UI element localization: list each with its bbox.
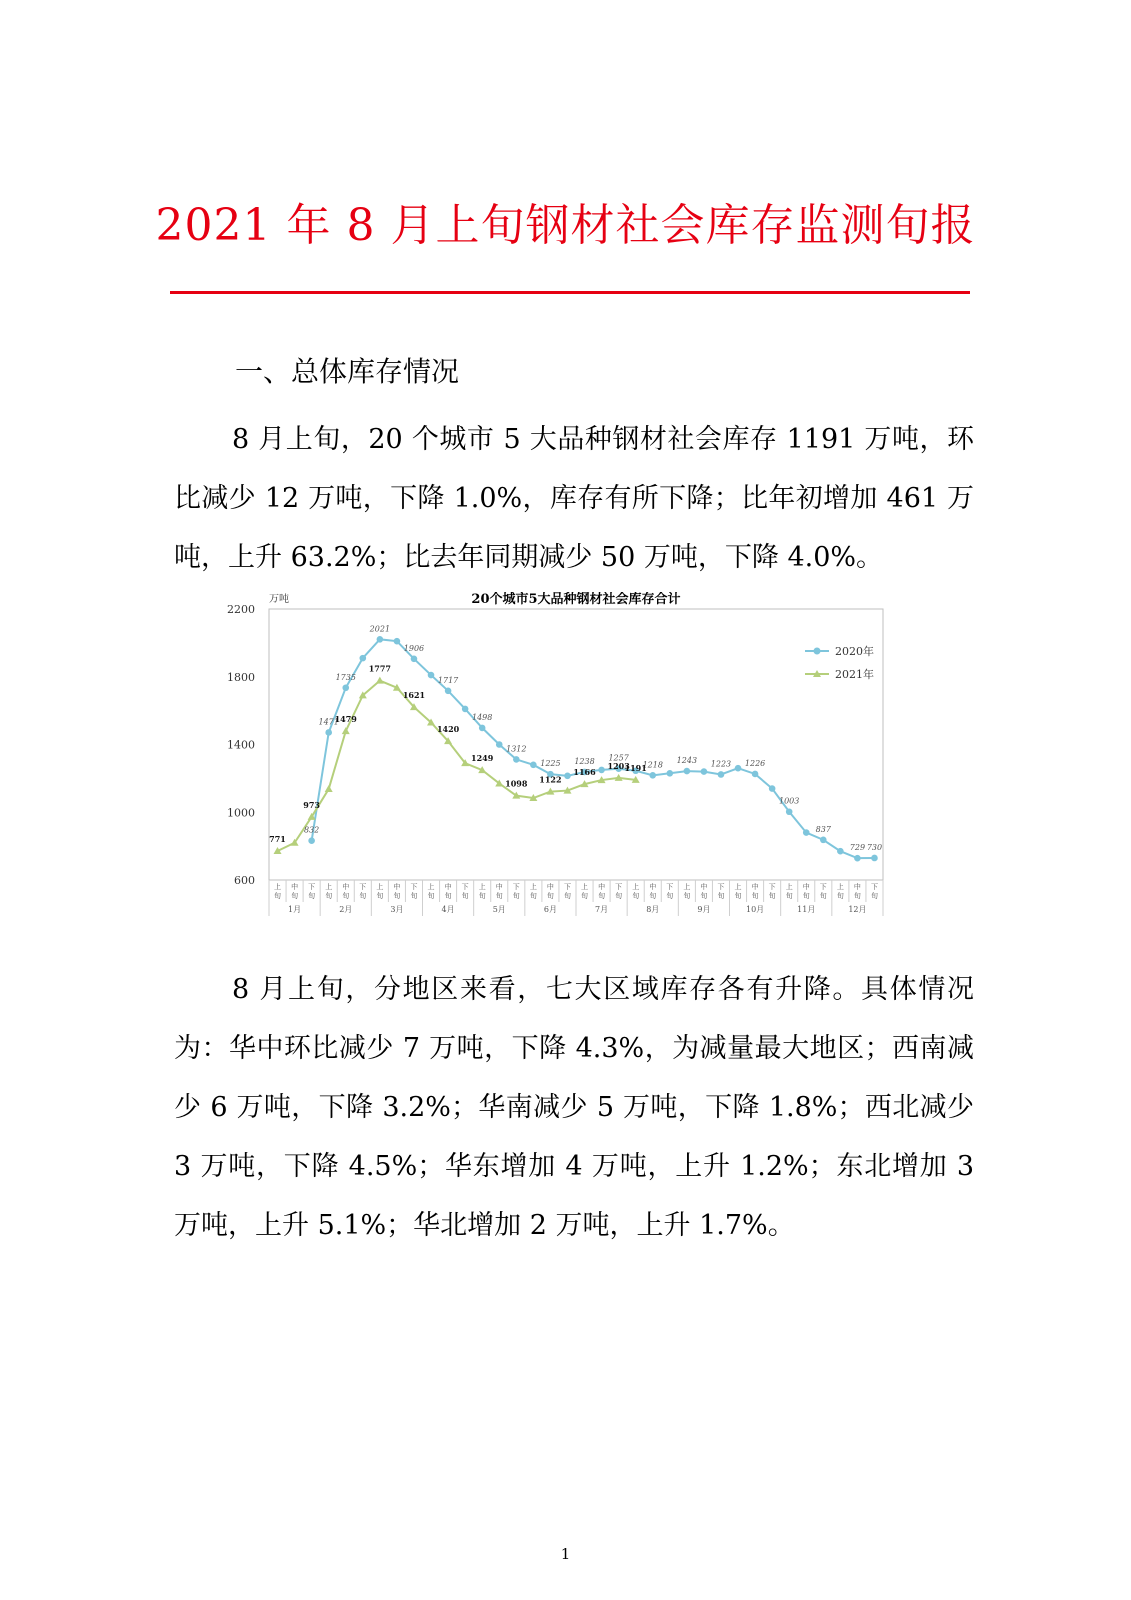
x-tick-label: 下 (819, 883, 827, 891)
x-tick-label: 旬 (291, 892, 299, 900)
data-label-2021: 1621 (402, 690, 426, 701)
x-tick-label: 旬 (342, 892, 350, 900)
x-tick-label: 下 (512, 883, 520, 891)
x-axis (269, 880, 883, 916)
data-point-2020 (667, 770, 674, 777)
y-tick-label: 2200 (227, 603, 255, 616)
x-tick-label: 中 (802, 883, 810, 891)
x-tick-label: 旬 (819, 892, 827, 900)
data-label-2020: 1223 (710, 759, 732, 769)
paragraph-overall-inventory: 8 月上旬，20 个城市 5 大品种钢材社会库存 1191 万吨，环比减少 12 万吨，下降 1.0%，库存有所下降；比年初增加 461 万吨，上升 63.2%；比去年同期减少 50 万吨，下降 4.0%。 (174, 424, 974, 573)
x-month-label: 11月 (797, 905, 816, 914)
x-tick-label: 下 (870, 883, 878, 891)
x-tick-label: 旬 (359, 892, 367, 900)
data-label-2020: 2021 (369, 624, 391, 634)
x-tick-label: 下 (308, 883, 316, 891)
x-tick-label: 中 (342, 883, 350, 891)
x-month-label: 6月 (543, 905, 557, 914)
data-point-2020 (854, 855, 861, 862)
x-tick-label: 中 (291, 883, 299, 891)
data-point-2020 (735, 765, 742, 772)
x-tick-label: 旬 (581, 892, 589, 900)
data-point-2020 (752, 771, 759, 778)
data-point-2020 (564, 773, 571, 780)
data-label-2021: 771 (269, 834, 286, 845)
x-tick-label: 旬 (529, 892, 537, 900)
x-tick-label: 旬 (649, 892, 657, 900)
plot-area-border (269, 609, 883, 880)
data-label-2020: 1717 (437, 675, 459, 685)
data-point-2020 (308, 837, 315, 844)
data-point-2021 (325, 785, 333, 792)
chart-title: 20个城市5大品种钢材社会库存合计 (471, 592, 681, 607)
legend-label-2021: 2021年 (835, 668, 874, 681)
x-tick-label: 旬 (410, 892, 418, 900)
y-tick-label: 1000 (227, 806, 255, 820)
x-month-label: 9月 (697, 905, 711, 914)
x-tick-label: 上 (836, 883, 844, 891)
x-tick-label: 旬 (512, 892, 520, 900)
data-point-2020 (803, 829, 810, 836)
data-label-2020: 1471 (318, 717, 339, 727)
series-line-2020 (312, 639, 875, 858)
x-tick-label: 旬 (495, 892, 503, 900)
data-point-2020 (411, 655, 418, 662)
y-tick-label: 1400 (227, 738, 255, 752)
x-tick-label: 旬 (700, 892, 708, 900)
data-point-2020 (701, 768, 708, 775)
data-label-2020: 1312 (506, 744, 527, 754)
data-label-2021: 1122 (539, 774, 562, 785)
data-point-2020 (769, 785, 776, 792)
data-label-2020: 1257 (608, 753, 629, 763)
x-tick-label: 旬 (461, 892, 469, 900)
y-tick-label: 1800 (227, 670, 255, 684)
data-point-2020 (342, 684, 349, 691)
x-tick-label: 中 (700, 883, 708, 891)
data-point-2020 (513, 756, 520, 763)
data-point-2020 (394, 638, 401, 645)
x-month-label: 12月 (848, 905, 867, 914)
x-tick-label: 旬 (308, 892, 316, 900)
series-lines (278, 639, 875, 858)
x-tick-label: 下 (615, 883, 623, 891)
x-tick-label: 上 (376, 883, 384, 891)
x-tick-label: 旬 (717, 892, 725, 900)
data-point-2020 (479, 725, 486, 732)
data-label-2021: 1777 (368, 663, 391, 674)
x-tick-label: 上 (632, 883, 640, 891)
x-tick-label: 下 (768, 883, 776, 891)
data-point-2020 (649, 772, 656, 779)
data-point-2020 (462, 706, 469, 713)
inventory-chart (222, 592, 920, 930)
data-label-2021: 1249 (471, 753, 494, 764)
x-tick-label: 下 (461, 883, 469, 891)
y-axis-ticks (227, 603, 255, 887)
x-month-label: 10月 (745, 905, 765, 914)
x-month-label: 2月 (339, 905, 353, 914)
x-tick-label: 下 (563, 883, 571, 891)
x-tick-label: 上 (325, 883, 333, 891)
x-tick-label: 下 (717, 883, 725, 891)
x-tick-label: 上 (581, 883, 589, 891)
data-label-2021: 1166 (573, 767, 596, 778)
data-point-2020 (325, 729, 332, 736)
x-tick-label: 上 (529, 883, 537, 891)
x-tick-label: 下 (410, 883, 418, 891)
x-tick-label: 上 (683, 883, 691, 891)
data-label-2020: 832 (303, 825, 320, 835)
x-tick-label: 旬 (563, 892, 571, 900)
data-label-2020: 1498 (472, 712, 493, 722)
x-tick-label: 上 (734, 883, 742, 891)
data-point-2020 (496, 741, 503, 748)
x-tick-label: 上 (274, 883, 282, 891)
data-label-2020: 1003 (779, 796, 800, 806)
x-tick-label: 上 (785, 883, 793, 891)
x-month-label: 3月 (390, 905, 404, 914)
series-points (274, 636, 878, 861)
chart-legend (805, 644, 874, 681)
data-point-2020 (684, 768, 691, 775)
data-label-2021: 1420 (436, 724, 460, 735)
x-tick-label: 旬 (598, 892, 606, 900)
data-point-2021 (342, 727, 350, 734)
x-tick-label: 下 (666, 883, 674, 891)
x-tick-label: 旬 (666, 892, 674, 900)
x-month-label: 1月 (288, 905, 302, 914)
x-month-label: 8月 (646, 905, 660, 914)
data-label-2021: 1203 (607, 760, 630, 771)
data-point-2020 (837, 848, 844, 855)
x-tick-label: 上 (478, 883, 486, 891)
x-tick-label: 旬 (325, 892, 333, 900)
data-label-2021: 1191 (624, 762, 647, 773)
x-tick-label: 旬 (632, 892, 640, 900)
x-tick-label: 旬 (376, 892, 384, 900)
x-tick-label: 旬 (478, 892, 486, 900)
data-label-2021: 973 (303, 799, 320, 810)
x-month-label: 7月 (595, 905, 609, 914)
x-tick-label: 旬 (785, 892, 793, 900)
x-tick-label: 中 (495, 883, 503, 891)
x-tick-label: 旬 (802, 892, 810, 900)
data-label-2020: 1218 (642, 760, 663, 770)
y-axis-unit-label: 万吨 (269, 594, 289, 605)
x-tick-label: 旬 (836, 892, 844, 900)
data-label-2020: 1906 (403, 643, 425, 653)
x-tick-label: 中 (546, 883, 554, 891)
inventory-line-chart (222, 592, 920, 930)
data-label-2020: 1735 (335, 672, 356, 682)
data-point-2020 (820, 837, 827, 844)
data-label-2020: 730 (866, 842, 883, 852)
x-tick-label: 旬 (274, 892, 282, 900)
data-label-2020: 1243 (676, 756, 698, 766)
data-point-2020 (360, 655, 367, 662)
x-tick-label: 旬 (427, 892, 435, 900)
x-tick-label: 中 (393, 883, 401, 891)
data-point-2020 (530, 762, 537, 769)
x-tick-label: 中 (853, 883, 861, 891)
x-tick-label: 中 (444, 883, 452, 891)
x-month-label: 5月 (492, 905, 506, 914)
data-point-2020 (428, 672, 435, 679)
data-point-2020 (871, 855, 878, 862)
x-tick-label: 旬 (683, 892, 691, 900)
x-tick-label: 上 (427, 883, 435, 891)
data-label-2020: 1226 (744, 758, 766, 768)
x-tick-label: 旬 (870, 892, 878, 900)
data-point-2020 (786, 808, 793, 815)
legend-label-2020: 2020年 (835, 645, 874, 658)
data-label-2020: 837 (815, 824, 831, 834)
paragraph-regional-inventory: 8 月上旬，分地区来看，七大区域库存各有升降。具体情况为：华中环比减少 7 万吨，下降 4.3%，为减量最大地区；西南减少 6 万吨，下降 3.2%；华南减少 5 万吨，下降 1.8%；西北减少 3 万吨，下降 4.5%；华东增加 4 万吨，上升 1.2%；东北增加 3 万吨，上升 5.1%；华北增加 2 万吨，上升 1.7%。 (174, 974, 974, 1241)
report-title: 2021 年 8 月上旬钢材社会库存监测旬报 (155, 200, 976, 251)
data-point-2020 (598, 767, 605, 774)
x-tick-label: 旬 (615, 892, 623, 900)
data-label-2021: 1479 (334, 714, 357, 725)
data-label-2021: 1098 (505, 778, 528, 789)
x-tick-label: 中 (751, 883, 759, 891)
title-divider (170, 291, 970, 294)
section-heading: 一、总体库存情况 (235, 355, 460, 388)
data-point-2021 (376, 677, 384, 684)
x-tick-label: 旬 (768, 892, 776, 900)
legend-marker-2020 (814, 648, 821, 655)
data-label-2020: 1225 (540, 759, 561, 769)
page-number: 1 (560, 1545, 571, 1563)
x-tick-label: 旬 (734, 892, 742, 900)
data-label-2020: 1238 (574, 756, 595, 766)
y-tick-label: 600 (234, 874, 255, 887)
x-tick-label: 中 (649, 883, 657, 891)
x-tick-label: 旬 (751, 892, 759, 900)
x-month-label: 4月 (441, 905, 455, 914)
data-point-2020 (445, 688, 452, 695)
data-point-2020 (718, 771, 725, 778)
x-tick-label: 下 (359, 883, 367, 891)
x-tick-label: 旬 (393, 892, 401, 900)
x-tick-label: 旬 (444, 892, 452, 900)
x-tick-label: 中 (598, 883, 606, 891)
data-point-2020 (377, 636, 384, 643)
data-label-2020: 729 (849, 843, 866, 853)
x-tick-label: 旬 (853, 892, 861, 900)
x-tick-label: 旬 (546, 892, 554, 900)
